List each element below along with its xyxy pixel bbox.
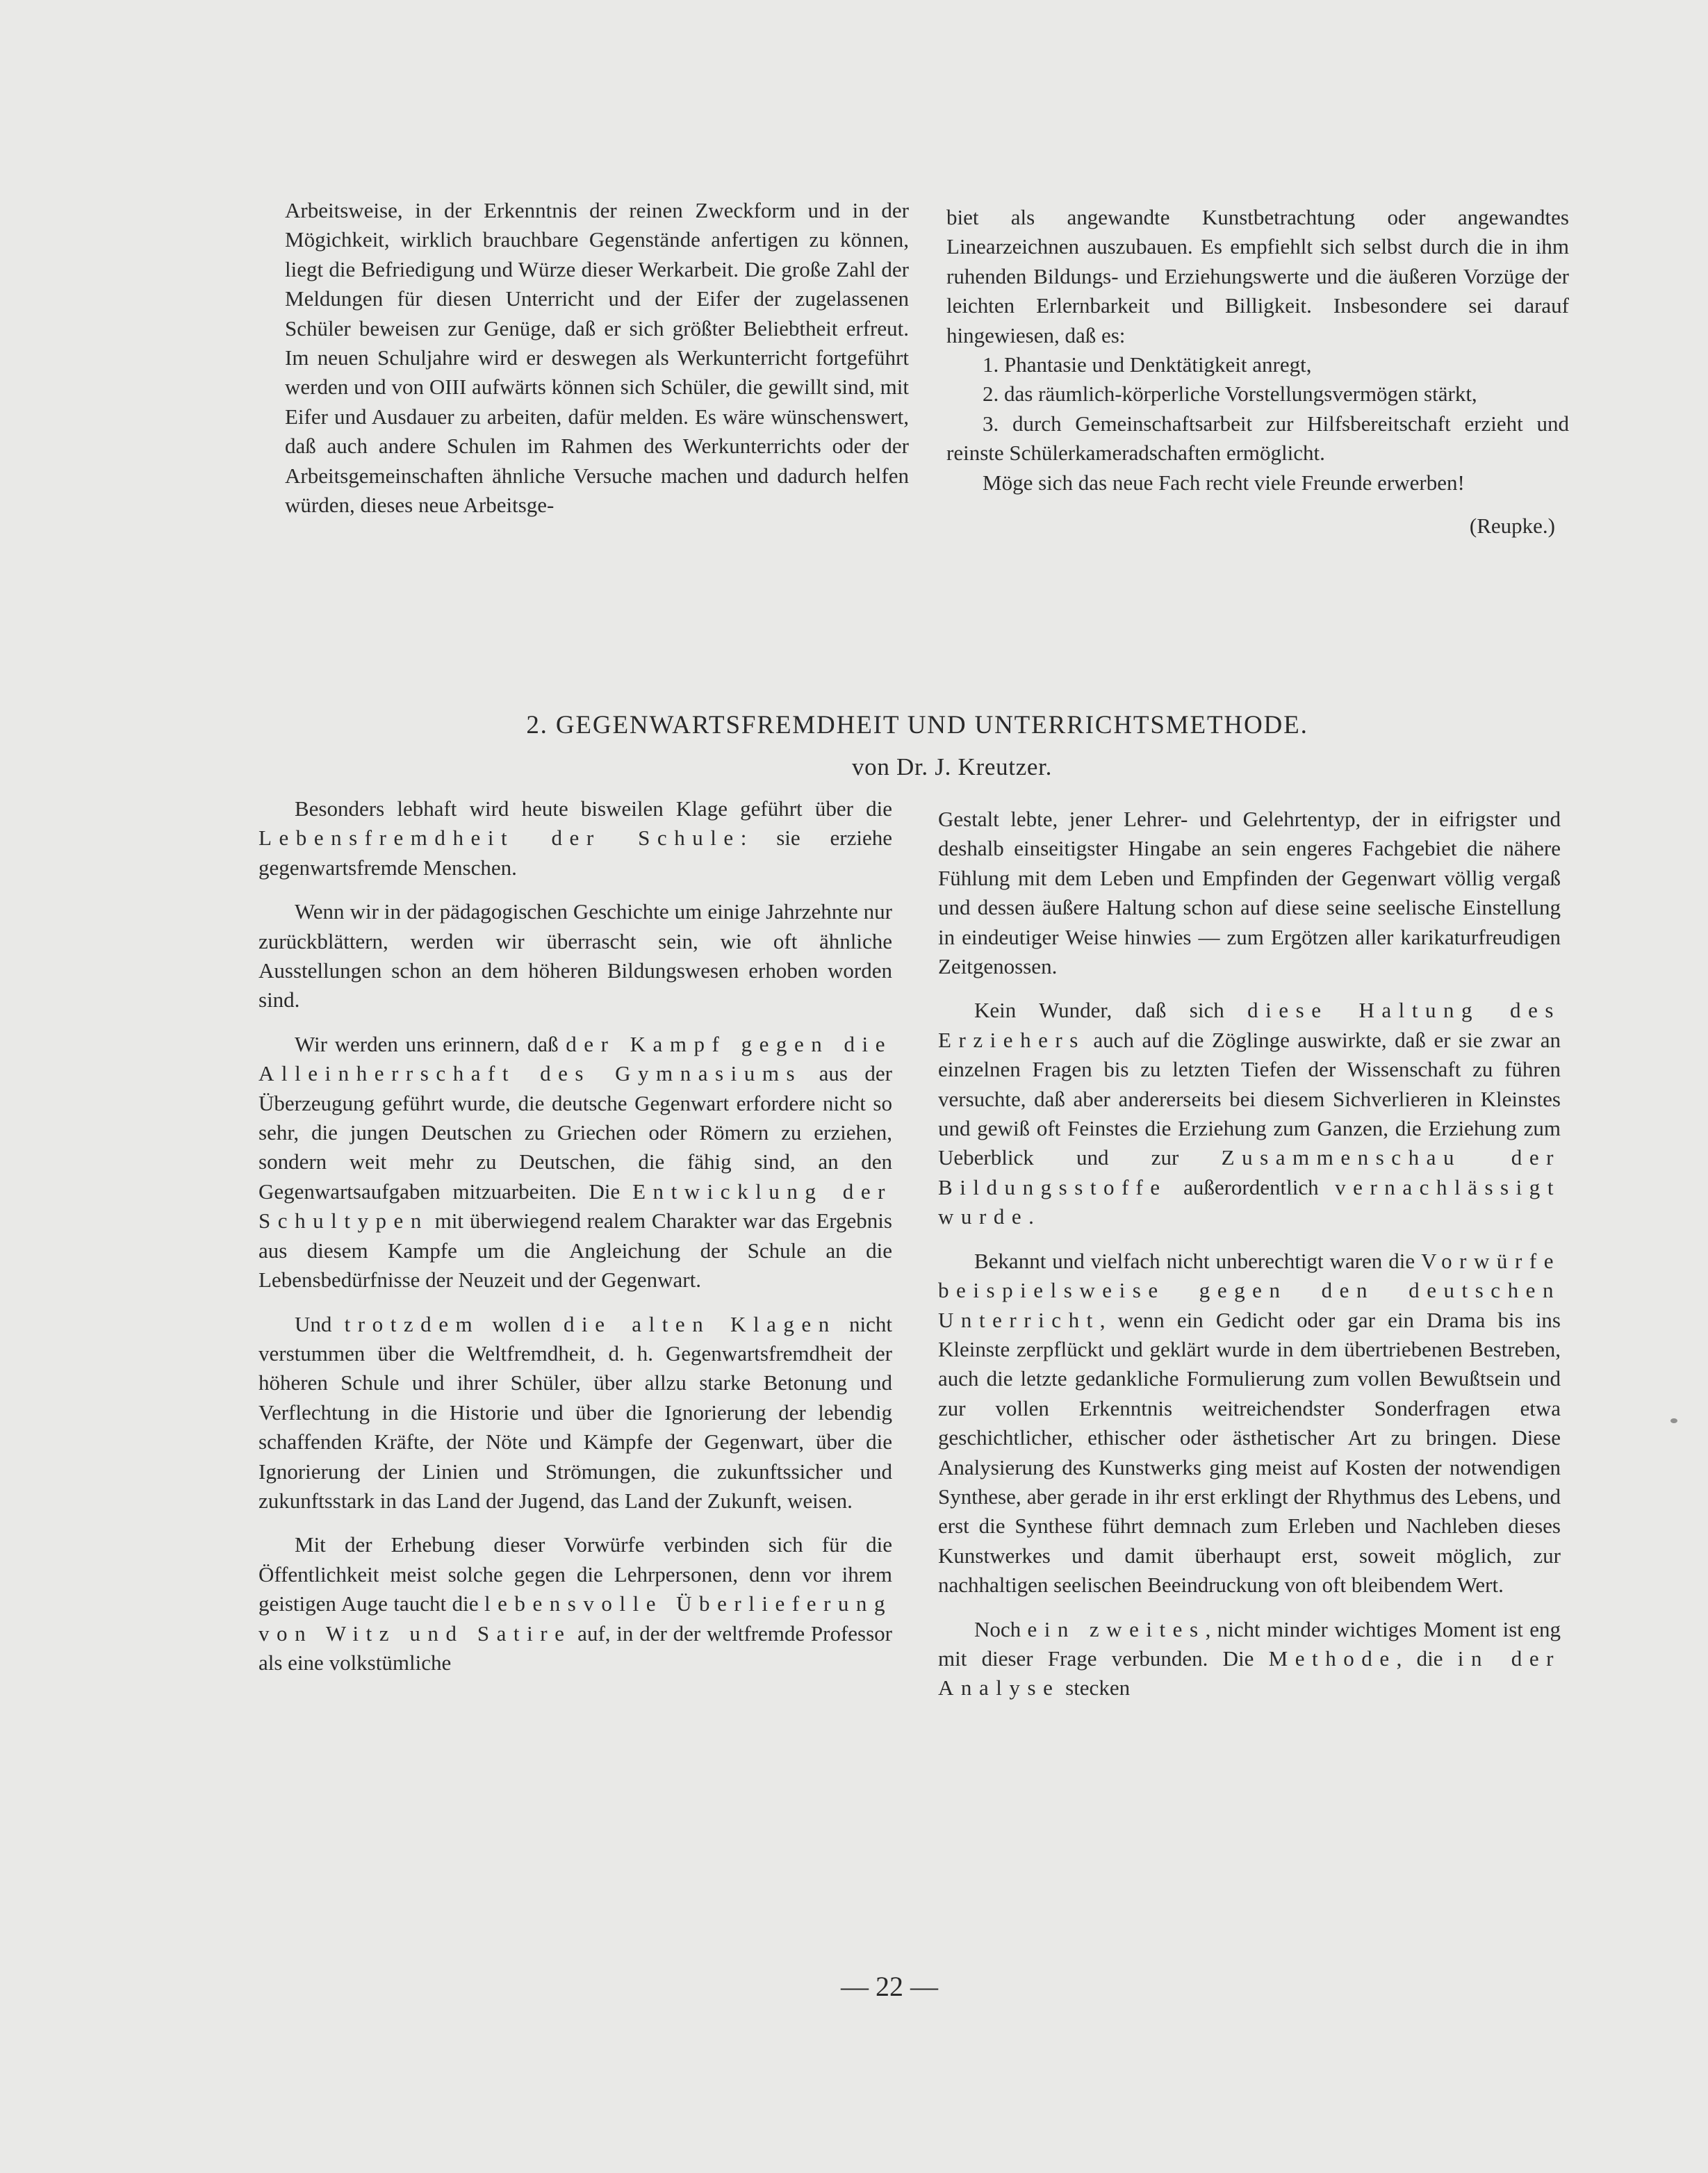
author-signature: (Reupke.)	[1469, 514, 1555, 539]
text-run: Wir werden uns erinnern, daß	[295, 1031, 566, 1056]
emphasis: Zusammenschau der Bildungsstoffe	[938, 1145, 1561, 1199]
emphasis: Methode	[1268, 1646, 1397, 1671]
text-run: Bekannt und vielfach nicht unberechtigt waren die	[974, 1248, 1422, 1273]
author-byline: von Dr. J. Kreutzer.	[851, 753, 1053, 780]
top-left-column	[285, 196, 909, 520]
emphasis: vernachlässigt wurde	[938, 1174, 1561, 1229]
text-run: , wenn ein Gedicht oder gar ein Drama bis ins Kleinste zerpflückt und geklärt wurde in dem übertriebenen Bestreben, auch die letzte gedankliche Formulierung zum vollen Bewußtsein und zur vollen Erkenntnis weitreichendster Sonderfragen etwa geschichtlicher, ethischer oder ästhetischer Art zu bringen. Diese Analysierung des Kunstwerks ging meist auf Kosten der notwendigen Synthese, aber gerade in ihr erst erklingt der Rhythmus des Lebens, und erst die Synthese führt demnach zum Erleben und Nachleben dieses Kunstwerkes und damit überhaupt erst, soweit möglich, zur nachhaltigen seelischen Beeindruckung von oft bleibendem Wert.	[938, 1307, 1561, 1598]
paragraph: Arbeitsweise, in der Erkenntnis der reinen Zweckform und in der Mögichkeit, wirklich brauchbare Gegenstände anfertigen zu können, liegt die Befriedigung und Würze dieser Werkarbeit. Die große Zahl der Meldungen für diesen Unterricht und der Eifer der zugelassenen Schüler beweisen zur Genüge, daß er sich größter Beliebtheit erfreut. Im neuen Schuljahre wird er deswegen als Werkunterricht fortgeführt werden und von OIII aufwärts können sich Schüler, die gewillt sind, mit Eifer und Ausdauer zu arbeiten, dafür melden. Es wäre wünschenswert, daß auch andere Schulen im Rahmen des Werkunterrichts oder der Arbeitsgemeinschaften ähnliche Versuche machen und dadurch helfen würden, dieses neue Arbeitsge-	[285, 198, 909, 518]
emphasis: der Kampf gegen die Alleinherrschaft des Gymnasiums	[258, 1031, 892, 1086]
text-run: stecken	[1060, 1675, 1131, 1700]
text-run: Mit der Erhebung dieser Vorwürfe verbinden sich für die Öffentlichkeit meist solche gegen die Lehrpersonen, denn vor ihrem geistigen Auge taucht die	[258, 1532, 892, 1616]
paragraph: biet als angewandte Kunstbetrachtung oder angewandtes Linearzeichnen auszubauen. Es empfiehlt sich selbst durch die in ihm ruhenden Bildungs- und Erziehungswerte und die äußeren Vorzüge der leichten Erlernbarkeit und Billigkeit. Insbesondere sei darauf hingewiesen, daß es:	[946, 205, 1569, 347]
paragraph	[938, 1247, 1561, 1600]
text-run: außerordentlich	[1167, 1174, 1336, 1199]
list-item: 3. durch Gemeinschaftsarbeit zur Hilfsbereitschaft erzieht und reinste Schülerkameradschaften ermöglicht.	[946, 411, 1569, 466]
page-number: — 22 —	[841, 1971, 938, 2002]
text-run: .	[1028, 1204, 1034, 1229]
text-run: , die	[1396, 1646, 1458, 1671]
emphasis: Vorwürfe beispielsweise gegen den deutschen Unterricht	[938, 1248, 1561, 1332]
emphasis: die alten Klagen	[564, 1311, 837, 1336]
emphasis: lebensvolle Überlieferung von Witz und Satire	[258, 1591, 892, 1646]
text-run: auf, in der der weltfremde Professor als eine volkstümliche	[258, 1621, 892, 1675]
text-run: , nicht minder wichtiges Moment ist eng mit dieser Frage verbunden. Die	[938, 1616, 1561, 1671]
emphasis: Entwicklung der Schultypen	[258, 1179, 892, 1233]
emphasis: trotzdem	[344, 1311, 480, 1336]
emphasis: Lebensfremdheit der Schule	[258, 826, 741, 851]
text-run: mit überwiegend realem Charakter war das Ergebnis aus diesem Kampfe um die Angleichung der Schule an die Lebensbedürfnisse der Neuzeit und der Gegenwart.	[258, 1208, 892, 1293]
list-item: 1. Phantasie und Denktätigkeit anregt,	[983, 352, 1312, 377]
paragraph	[938, 996, 1561, 1231]
emphasis: diese Haltung des Erziehers	[938, 998, 1561, 1052]
text-run: Besonders lebhaft wird heute bisweilen Klage geführt über die	[295, 796, 892, 821]
paragraph: Möge sich das neue Fach recht viele Freunde erwerben!	[983, 470, 1465, 495]
benefit-list	[946, 350, 1569, 468]
text-run: wollen	[479, 1311, 564, 1336]
paragraph: Gestalt lebte, jener Lehrer- und Gelehrtentyp, der in eifrigster und deshalb einseitigster Hingabe an sein engeres Fachgebiet die nähere Fühlung mit dem Leben und Empfinden der Gegenwart völlig vergaß und dessen äußere Haltung schon auf diese seine seelische Einstellung in eindeutiger Weise hinwies — zum Ergötzen aller karikaturfreudigen Zeitgenossen.	[938, 807, 1561, 979]
emphasis: ein zweites	[1027, 1616, 1206, 1641]
text-run: Noch	[974, 1616, 1028, 1641]
text-run: auch auf die Zöglinge auswirkte, daß er sie zwar an einzelnen Fragen bis zu letzten Tiefen der Wissenschaft zu führen versuchte, daß aber andererseits bei diesem Sichverlieren in Kleinstes und gewiß oft Feinstes die Erziehung zum Ganzen, die Erziehung zum Ueberblick und zur	[938, 1027, 1561, 1170]
text-run: : sie erziehe gegenwartsfremde Menschen.	[258, 826, 892, 880]
text-run: nicht verstummen über die Weltfremdheit, d. h. Gegenwartsfremdheit der höheren Schule und ihrer Schüler, über allzu starke Betonung und Verflechtung in die Historie und über die Ignorierung der lebendig schaffenden Kräfte, der Nöte und Kämpfe der Gegenwart, über die Ignorierung der Linien und Strömungen, die zukunftssicher und zukunftsstark in das Land der Jugend, das Land der Zukunft, weisen.	[258, 1311, 893, 1513]
paragraph: Wenn wir in der pädagogischen Geschichte um einige Jahrzehnte nur zurückblättern, werden wir überrascht sein, wie oft ähnliche Ausstellungen schon an dem höheren Bildungswesen erhoben worden sind.	[258, 899, 892, 1012]
emphasis: in der Analyse	[938, 1646, 1561, 1700]
bottom-left-column	[258, 794, 892, 1678]
text-run: aus der Überzeugung geführt wurde, die deutsche Gegenwart erfordere nicht so sehr, die jungen Deutschen zu Griechen oder Römern zu erziehen, sondern weit mehr zu Deutschen, die fähig sind, an den Gegenwartsaufgaben mitzuarbeiten. Die	[258, 1061, 892, 1204]
paragraph	[258, 794, 892, 883]
paragraph	[258, 1030, 892, 1295]
ink-smudge	[1670, 1418, 1677, 1423]
text-run: Kein Wunder, daß sich	[974, 998, 1248, 1023]
bottom-right-column	[938, 805, 1561, 1703]
section-heading: 2. GEGENWARTSFREMDHEIT UND UNTERRICHTSMETHODE.	[526, 711, 1308, 739]
top-right-column	[946, 203, 1569, 541]
paragraph	[258, 1310, 892, 1516]
paragraph	[258, 1530, 892, 1678]
text-run: Und	[295, 1311, 345, 1336]
paragraph	[938, 1615, 1561, 1703]
list-item: 2. das räumlich-körperliche Vorstellungsvermögen stärkt,	[983, 382, 1477, 407]
